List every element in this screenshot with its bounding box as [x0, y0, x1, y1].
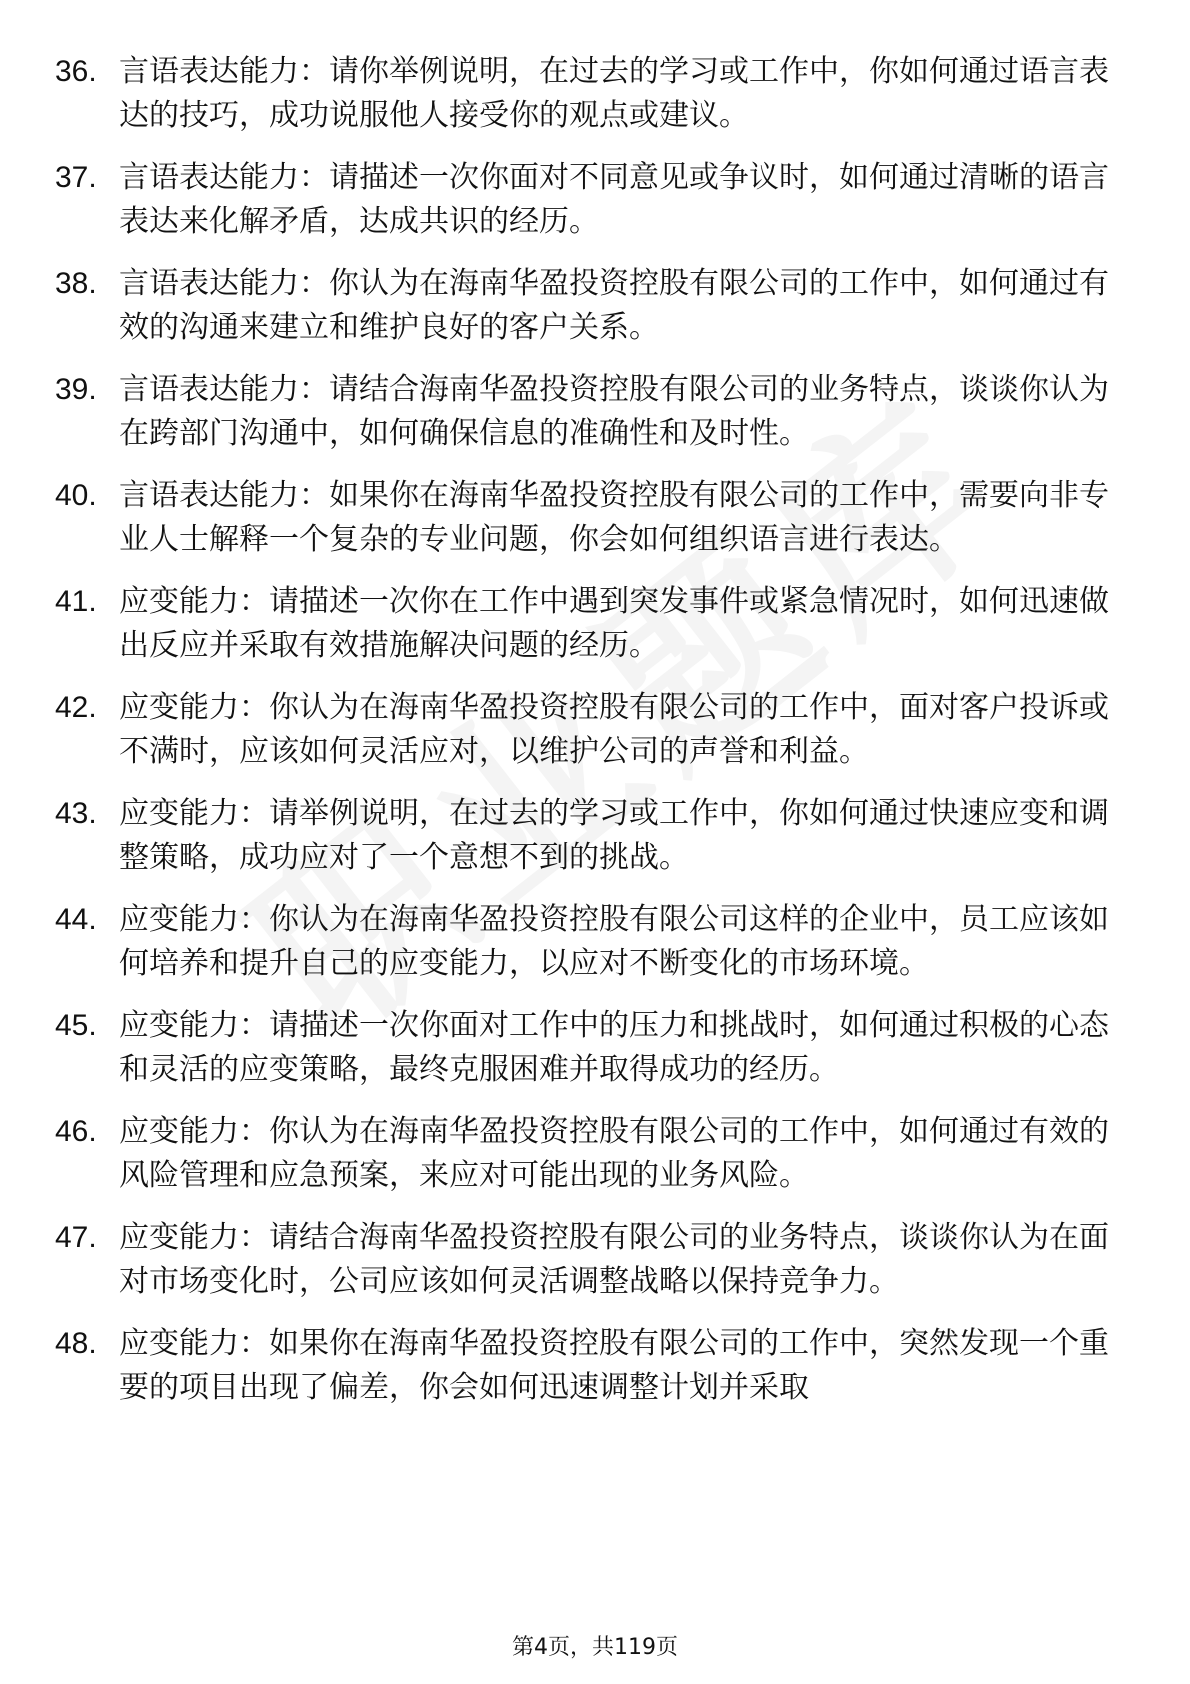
question-item: [55, 1322, 1135, 1410]
question-number: 41.: [55, 585, 97, 618]
question-item: [55, 1110, 1135, 1198]
question-number: 48.: [55, 1327, 97, 1360]
question-text: 应变能力：你认为在海南华盈投资控股有限公司这样的企业中，员工应该如何培养和提升自己的应变能力，以应对不断变化的市场环境。: [119, 902, 1109, 981]
question-number: 38.: [55, 267, 97, 300]
question-item: [55, 792, 1135, 880]
question-text: 应变能力：你认为在海南华盈投资控股有限公司的工作中，如何通过有效的风险管理和应急预案，来应对可能出现的业务风险。: [119, 1114, 1109, 1193]
question-item: [55, 580, 1135, 668]
question-number: 37.: [55, 161, 97, 194]
question-text: 应变能力：你认为在海南华盈投资控股有限公司的工作中，面对客户投诉或不满时，应该如何灵活应对，以维护公司的声誉和利益。: [119, 690, 1109, 769]
question-number: 36.: [55, 55, 97, 88]
question-item: [55, 1004, 1135, 1092]
question-text: 言语表达能力：请你举例说明，在过去的学习或工作中，你如何通过语言表达的技巧，成功说服他人接受你的观点或建议。: [119, 54, 1109, 133]
question-number: 45.: [55, 1009, 97, 1042]
question-text: 言语表达能力：请描述一次你面对不同意见或争议时，如何通过清晰的语言表达来化解矛盾，达成共识的经历。: [119, 160, 1109, 239]
question-text: 应变能力：请描述一次你面对工作中的压力和挑战时，如何通过积极的心态和灵活的应变策略，最终克服困难并取得成功的经历。: [119, 1008, 1109, 1087]
question-number: 47.: [55, 1221, 97, 1254]
question-number: 42.: [55, 691, 97, 724]
question-item: [55, 156, 1135, 244]
question-number: 40.: [55, 479, 97, 512]
question-item: [55, 368, 1135, 456]
question-number: 46.: [55, 1115, 97, 1148]
question-text: 言语表达能力：你认为在海南华盈投资控股有限公司的工作中，如何通过有效的沟通来建立和维护良好的客户关系。: [119, 266, 1109, 345]
question-text: 应变能力：请举例说明，在过去的学习或工作中，你如何通过快速应变和调整策略，成功应对了一个意想不到的挑战。: [119, 796, 1109, 875]
question-item: [55, 1216, 1135, 1304]
question-text: 应变能力：请描述一次你在工作中遇到突发事件或紧急情况时，如何迅速做出反应并采取有效措施解决问题的经历。: [119, 584, 1109, 663]
page-footer: 第4页，共119页: [512, 1635, 678, 1660]
question-text: 言语表达能力：如果你在海南华盈投资控股有限公司的工作中，需要向非专业人士解释一个复杂的专业问题，你会如何组织语言进行表达。: [119, 478, 1109, 557]
question-list: [55, 50, 1135, 1428]
question-text: 应变能力：如果你在海南华盈投资控股有限公司的工作中，突然发现一个重要的项目出现了偏差，你会如何迅速调整计划并采取: [119, 1326, 1109, 1405]
question-item: [55, 50, 1135, 138]
question-number: 44.: [55, 903, 97, 936]
question-item: [55, 474, 1135, 562]
question-number: 43.: [55, 797, 97, 830]
question-item: [55, 898, 1135, 986]
question-item: [55, 262, 1135, 350]
question-text: 应变能力：请结合海南华盈投资控股有限公司的业务特点，谈谈你认为在面对市场变化时，公司应该如何灵活调整战略以保持竞争力。: [119, 1220, 1109, 1299]
question-number: 39.: [55, 373, 97, 406]
question-item: [55, 686, 1135, 774]
question-text: 言语表达能力：请结合海南华盈投资控股有限公司的业务特点，谈谈你认为在跨部门沟通中，如何确保信息的准确性和及时性。: [119, 372, 1109, 451]
